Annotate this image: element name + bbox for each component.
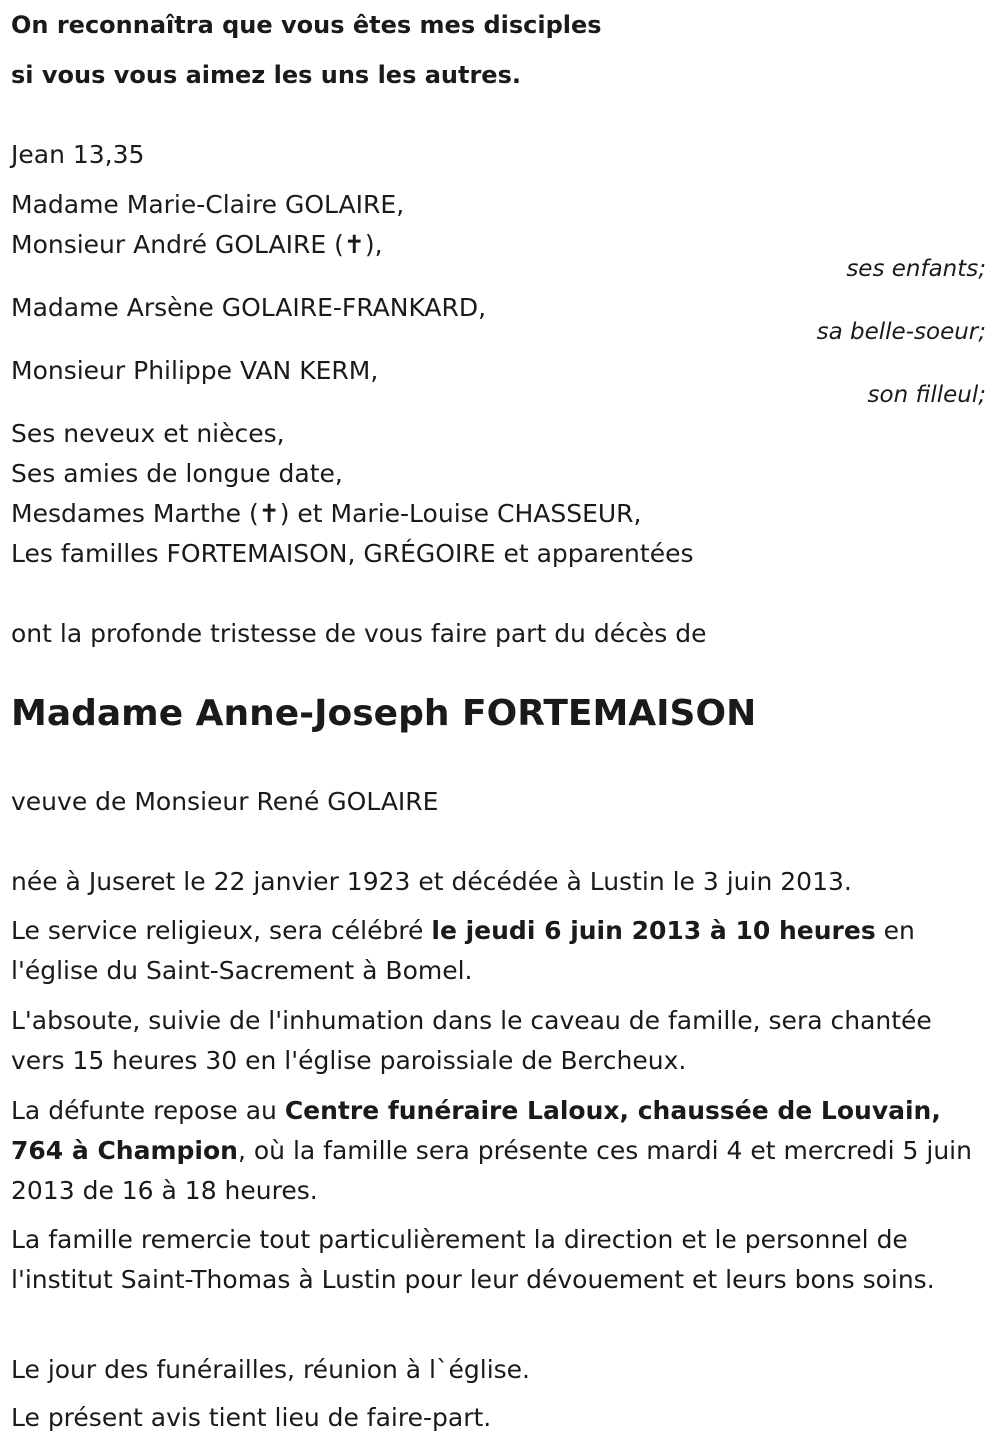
godson-role: son filleul;	[867, 382, 986, 408]
deceased-name: Madame Anne-Joseph FORTEMAISON	[11, 693, 757, 734]
family-child-2: Monsieur André GOLAIRE (✝),	[11, 230, 383, 259]
family-sister-in-law: Madame Arsène GOLAIRE-FRANKARD,	[11, 293, 487, 322]
family-others-2: Ses amies de longue date,	[11, 459, 343, 488]
family-others-4: Les familles FORTEMAISON, GRÉGOIRE et apparentées	[11, 539, 694, 568]
birth-death-dates: née à Juseret le 22 janvier 1923 et décédée à Lustin le 3 juin 2013.	[11, 867, 852, 896]
meeting-paragraph: Le jour des funérailles, réunion à l`église.	[11, 1355, 530, 1384]
verse-line-2: si vous vous aimez les uns les autres.	[11, 61, 521, 89]
family-others-1: Ses neveux et nièces,	[11, 419, 285, 448]
verse-line-1: On reconnaîtra que vous êtes mes disciples	[11, 11, 602, 39]
repose-prefix: La défunte repose au	[11, 1096, 285, 1125]
repose-paragraph	[11, 1091, 986, 1211]
service-suffix: en l'église du Saint-Sacrement à Bomel.	[11, 916, 915, 985]
announcement: ont la profonde tristesse de vous faire part du décès de	[11, 619, 707, 648]
family-child-1: Madame Marie-Claire GOLAIRE,	[11, 190, 405, 219]
service-date: le jeudi 6 juin 2013 à 10 heures	[431, 916, 876, 945]
family-godson: Monsieur Philippe VAN KERM,	[11, 356, 379, 385]
children-role: ses enfants;	[846, 256, 986, 282]
repose-suffix: , où la famille sera présente ces mardi 4 et mercredi 5 juin 2013 de 16 à 18 heures.	[11, 1136, 972, 1205]
thanks-paragraph: La famille remercie tout particulièrement la direction et le personnel de l'institut Saint-Thomas à Lustin pour leur dévouement et leurs bons soins.	[11, 1225, 935, 1294]
widow-of: veuve de Monsieur René GOLAIRE	[11, 787, 439, 816]
notice-paragraph: Le présent avis tient lieu de faire-part.	[11, 1403, 492, 1432]
absoute-paragraph: L'absoute, suivie de l'inhumation dans le caveau de famille, sera chantée vers 15 heures 30 en l'église paroissiale de Bercheux.	[11, 1006, 932, 1075]
repose-location: Centre funéraire Laloux, chaussée de Louvain, 764 à Champion	[11, 1096, 941, 1165]
verse-reference: Jean 13,35	[11, 140, 145, 169]
family-others-3: Mesdames Marthe (✝) et Marie-Louise CHASSEUR,	[11, 499, 642, 528]
service-paragraph	[11, 911, 986, 991]
service-prefix: Le service religieux, sera célébré	[11, 916, 432, 945]
sister-in-law-role: sa belle-soeur;	[816, 319, 986, 345]
